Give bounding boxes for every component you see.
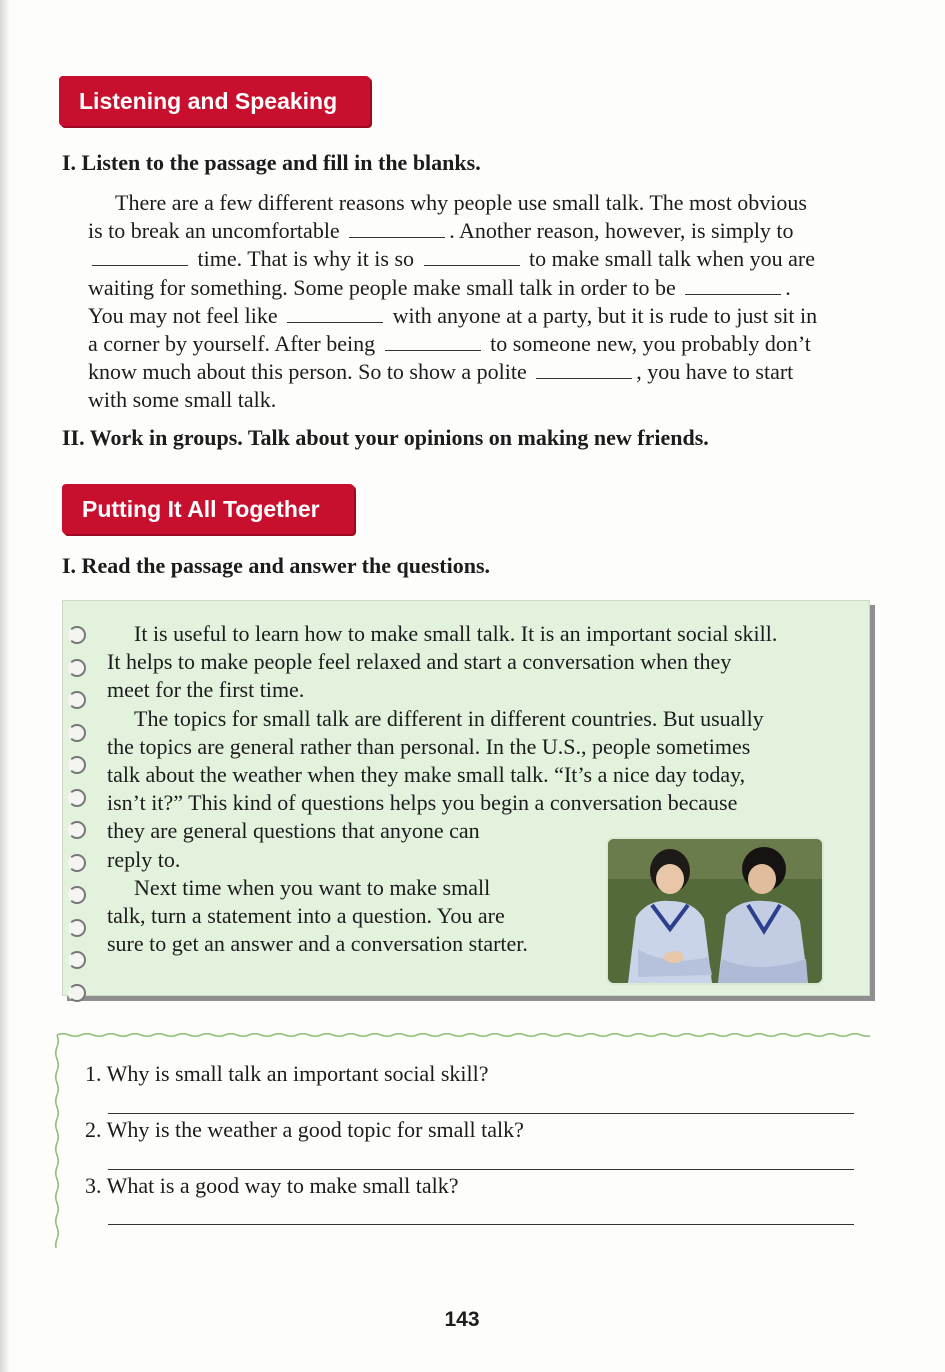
passage-line <box>88 386 817 414</box>
fill-in-blank[interactable] <box>424 247 520 266</box>
passage-text: is to break an uncomfortable <box>88 218 346 244</box>
reading-line: It helps to make people feel relaxed and start a conversation when they <box>107 649 732 675</box>
students-photo <box>606 837 824 985</box>
passage-text: There are a few different reasons why people use small talk. The most obvious <box>115 190 807 215</box>
binding-ring-icon <box>68 951 86 969</box>
task-heading-listen: I. Listen to the passage and fill in the blanks. <box>62 150 481 175</box>
binding-ring-icon <box>68 724 86 742</box>
binding-ring-icon <box>68 886 86 904</box>
question-2: 2. Why is the weather a good topic for small talk? <box>85 1117 524 1142</box>
page-number: 143 <box>444 1308 480 1331</box>
passage-line <box>88 302 817 330</box>
fill-in-blank[interactable] <box>685 276 781 295</box>
passage-text: , you have to start <box>636 359 794 385</box>
listening-passage <box>88 189 817 415</box>
reading-line: isn’t it?” This kind of questions helps you begin a conversation because <box>107 790 738 816</box>
reading-line: meet for the first time. <box>107 677 305 703</box>
question-1: 1. Why is small talk an important social skill? <box>85 1061 489 1086</box>
passage-text: waiting for something. Some people make small talk in order to be <box>88 274 682 300</box>
fill-in-blank[interactable] <box>92 247 188 266</box>
reading-line: they are general questions that anyone can <box>107 818 480 844</box>
passage-line <box>88 274 817 302</box>
reading-line: talk about the weather when they make small talk. “It’s a nice day today, <box>107 761 746 787</box>
question-3: 3. What is a good way to make small talk? <box>85 1173 459 1198</box>
binding-ring-icon <box>68 691 86 709</box>
reading-line: reply to. <box>107 846 181 872</box>
putting-together-banner <box>62 484 354 534</box>
binding-ring-icon <box>68 821 86 839</box>
reading-line: the topics are general rather than personal. In the U.S., people sometimes <box>107 733 751 759</box>
answer-line-3[interactable] <box>108 1224 854 1225</box>
answer-line-2[interactable] <box>108 1169 854 1170</box>
fill-in-blank[interactable] <box>536 360 632 379</box>
fill-in-blank[interactable] <box>349 219 445 238</box>
fill-in-blank[interactable] <box>385 332 481 351</box>
passage-text: a corner by yourself. After being <box>88 330 381 356</box>
passage-text: to make small talk when you are <box>523 246 815 272</box>
reading-line: The topics for small talk are different in different countries. But usually <box>134 705 764 731</box>
reading-line: talk, turn a statement into a question. You are <box>107 902 505 928</box>
passage-line <box>88 330 817 358</box>
task-heading-groups: II. Work in groups. Talk about your opinions on making new friends. <box>62 425 709 450</box>
reading-line: It is useful to learn how to make small talk. It is an important social skill. <box>134 621 778 646</box>
binding-ring-icon <box>68 854 86 872</box>
passage-text: with some small talk. <box>88 387 277 413</box>
reading-line: sure to get an answer and a conversation starter. <box>107 931 528 957</box>
passage-text: know much about this person. So to show a polite <box>88 359 533 385</box>
fill-in-blank[interactable] <box>287 304 383 323</box>
spiral-binding-rings <box>68 626 92 1016</box>
passage-line <box>88 358 817 386</box>
binding-ring-icon <box>68 626 86 644</box>
passage-text: time. That is why it is so <box>192 246 420 272</box>
banner-label: Putting It All Together <box>82 495 320 522</box>
banner-label: Listening and Speaking <box>79 87 338 114</box>
listening-speaking-banner <box>59 76 370 126</box>
reading-line: Next time when you want to make small <box>134 874 491 900</box>
task-heading-read: I. Read the passage and answer the questions. <box>62 553 491 578</box>
binding-ring-icon <box>68 659 86 677</box>
passage-text: . Another reason, however, is simply to <box>449 218 794 244</box>
passage-line <box>88 245 817 273</box>
answer-line-1[interactable] <box>108 1113 854 1114</box>
passage-text: . <box>785 274 791 300</box>
binding-ring-icon <box>68 984 86 1002</box>
passage-text: with anyone at a party, but it is rude to just sit in <box>387 302 818 328</box>
binding-ring-icon <box>68 919 86 937</box>
passage-line <box>88 189 817 217</box>
binding-ring-icon <box>68 789 86 807</box>
passage-line <box>88 217 817 245</box>
passage-text: You may not feel like <box>88 302 284 328</box>
two-students-illustration <box>608 839 822 983</box>
binding-ring-icon <box>68 756 86 774</box>
passage-text: to someone new, you probably don’t <box>484 330 811 356</box>
page-edge-shadow <box>0 0 10 1372</box>
